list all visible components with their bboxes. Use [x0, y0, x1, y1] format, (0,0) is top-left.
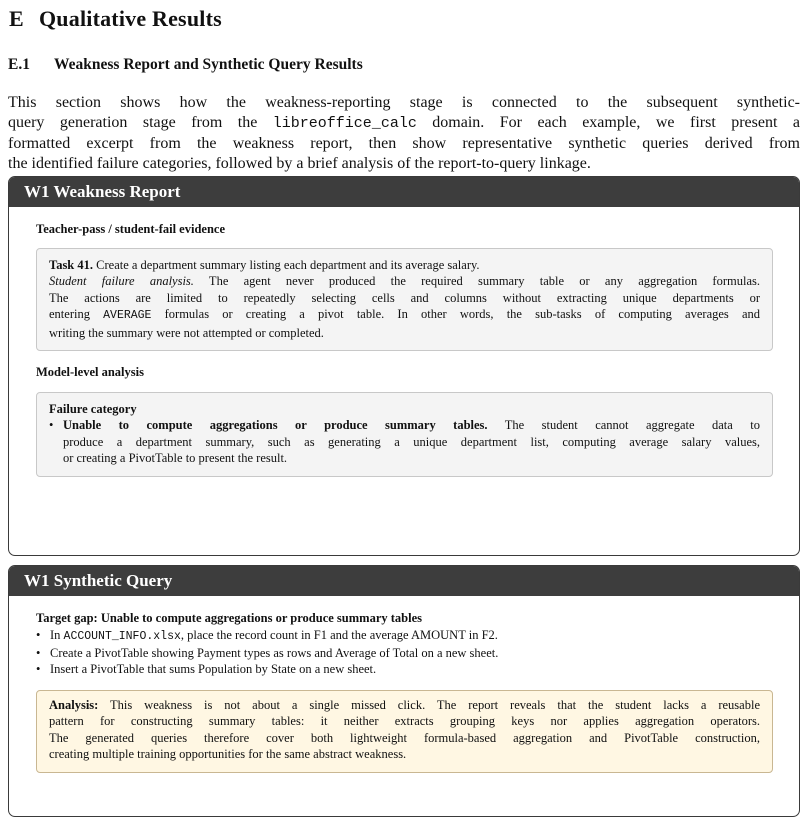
inline-code: libreoffice_calc: [272, 115, 417, 132]
synthetic-query-box: [8, 565, 800, 817]
task-evidence-panel: [36, 248, 773, 352]
evidence-heading: Teacher-pass / student-fail evidence: [36, 222, 225, 236]
failure-category-item: [49, 417, 760, 467]
query-list: [36, 627, 773, 677]
category-line: produce a department summary, such as generating a unique department list, computing average salary values,: [63, 434, 760, 449]
box-body: [9, 610, 799, 773]
bullet-icon: •: [49, 418, 54, 432]
category-bold: Unable to compute aggregations or produce summary tables.: [63, 418, 488, 432]
target-gap-heading: Target gap: Unable to compute aggregations or produce summary tables: [36, 611, 422, 625]
box-title: W1 Synthetic Query: [9, 566, 799, 596]
intro-line: formatted excerpt from the weakness report, then show representative synthetic queries derived from: [8, 135, 800, 152]
failure-category-heading: Failure category: [49, 401, 137, 416]
bullet-icon: •: [36, 661, 41, 676]
model-analysis-heading: Model-level analysis: [36, 365, 144, 379]
task-line: Task 41. Create a department summary listing each department and its average salary.: [49, 257, 480, 272]
failure-category-panel: [36, 392, 773, 477]
failure-line: entering AVERAGE formulas or creating a pivot table. In other words, the sub-tasks of computing averages and: [49, 307, 760, 322]
intro-line: query generation stage from the libreoffice_calc domain. For each example, we first present a: [8, 114, 800, 132]
bullet-icon: •: [36, 627, 41, 642]
analysis-label: Analysis:: [49, 697, 99, 712]
failure-line: Student failure analysis. The agent never produced the required summary table or any aggregation formulas.: [49, 274, 760, 288]
failure-label: Student failure analysis.: [49, 274, 194, 288]
box-body: [9, 221, 799, 477]
category-line: Unable to compute aggregations or produce summary tables. The student cannot aggregate data to: [63, 418, 760, 432]
bullet-icon: •: [36, 645, 41, 660]
intro-line: the identified failure categories, followed by a brief analysis of the report-to-query linkage.: [8, 155, 591, 172]
category-line: or creating a PivotTable to present the result.: [63, 451, 288, 465]
section-heading: [9, 6, 222, 32]
failure-line: The actions are limited to repeatedly selecting cells and columns without extracting unique departments or: [49, 290, 760, 305]
list-item: • Create a PivotTable showing Payment types as rows and Average of Total on a new sheet.: [36, 645, 499, 660]
section-number: E: [9, 6, 24, 31]
subsection-heading: [8, 56, 363, 74]
analysis-line: creating multiple training opportunities for the same abstract weakness.: [49, 747, 407, 761]
analysis-panel: [36, 690, 773, 773]
weakness-report-box: [8, 176, 800, 556]
section-title: Qualitative Results: [39, 6, 222, 31]
inline-code: AVERAGE: [103, 309, 152, 322]
analysis-line: Analysis: This weakness is not about a single missed click. The report reveals that the student lacks a reusable: [49, 697, 760, 712]
intro-paragraph: [8, 93, 800, 174]
intro-line: This section shows how the weakness-reporting stage is connected to the subsequent synthetic-: [8, 94, 800, 111]
task-label: Task 41.: [49, 257, 94, 272]
subsection-number: E.1: [8, 56, 30, 73]
list-item: • Insert a PivotTable that sums Population by State on a new sheet.: [36, 661, 377, 676]
subsection-title: Weakness Report and Synthetic Query Results: [54, 56, 363, 73]
analysis-line: pattern for constructing summary tables: it neither extracts grouping keys nor applies aggregation operators.: [49, 714, 760, 728]
analysis-line: The generated queries therefore cover both lightweight formula-based aggregation and PivotTable construction,: [49, 730, 760, 745]
list-item: • In ACCOUNT_INFO.xlsx, place the record count in F1 and the average AMOUNT in F2.: [36, 627, 498, 643]
failure-line: writing the summary were not attempted or completed.: [49, 325, 324, 340]
inline-code: ACCOUNT_INFO.xlsx: [63, 629, 181, 643]
box-title: W1 Weakness Report: [9, 177, 799, 207]
